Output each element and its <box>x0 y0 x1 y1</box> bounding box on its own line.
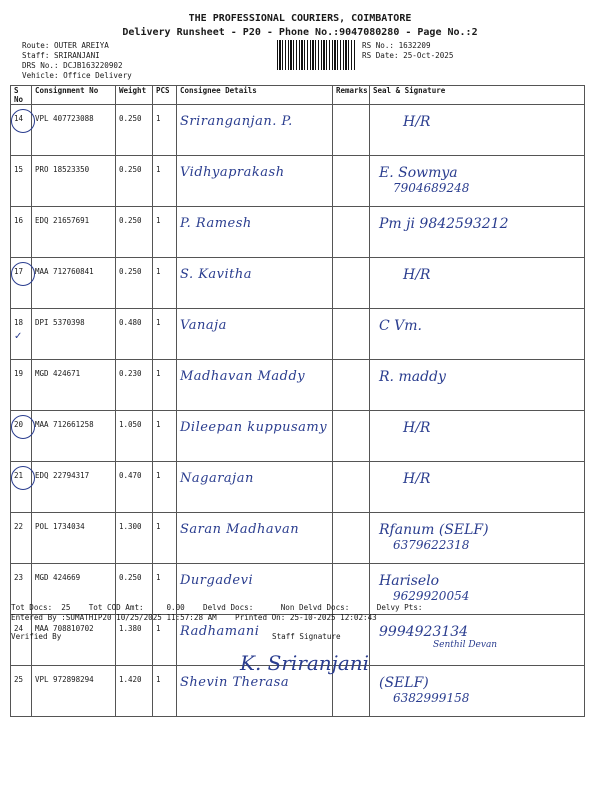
consignee-name: Radhamani <box>180 624 260 639</box>
seal-signature-cell <box>370 615 585 666</box>
weight-cell: 1.420 <box>116 666 153 717</box>
phone-number: 9629920054 <box>393 589 470 603</box>
consignee-name: S. Kavitha <box>180 267 253 282</box>
remarks-cell <box>333 207 370 258</box>
circle-mark <box>11 466 35 490</box>
remarks-cell <box>333 309 370 360</box>
column-header: Remarks <box>333 86 370 105</box>
consignee-cell <box>177 156 333 207</box>
remarks-cell <box>333 258 370 309</box>
seal-signature-cell <box>370 258 585 309</box>
serial-number-cell <box>11 309 32 360</box>
runsheet-table <box>10 85 585 717</box>
serial-number: 18 <box>14 318 24 327</box>
serial-number: 15 <box>14 165 24 174</box>
consignee-name: Saran Madhavan <box>180 522 300 537</box>
signature-text: R. maddy <box>379 369 446 385</box>
remarks-cell <box>333 105 370 156</box>
serial-number: 14 <box>14 114 24 123</box>
signature-text: 9994923134 <box>379 624 469 640</box>
phone-number: 6379622318 <box>393 538 470 552</box>
consignee-name: Madhavan Maddy <box>180 369 306 384</box>
signature-text: H/R <box>403 114 431 130</box>
pcs-cell: 1 <box>153 105 177 156</box>
weight-cell: 1.300 <box>116 513 153 564</box>
seal-signature-cell <box>370 411 585 462</box>
pcs-cell: 1 <box>153 666 177 717</box>
table-row <box>11 258 585 309</box>
signature-text: H/R <box>403 420 431 436</box>
pcs-cell: 1 <box>153 564 177 615</box>
column-header: Consignee Details <box>177 86 333 105</box>
consignment-number: VPL 972898294 <box>32 666 116 717</box>
table-header-row <box>11 86 585 105</box>
drs-label: DRS No.: DCJB163220902 <box>22 61 123 70</box>
serial-number-cell <box>11 207 32 258</box>
serial-number: 24 <box>14 624 24 633</box>
seal-signature-cell <box>370 666 585 717</box>
consignee-cell <box>177 462 333 513</box>
circle-mark <box>11 262 35 286</box>
weight-cell: 0.250 <box>116 105 153 156</box>
signature-text: C Vm. <box>379 318 422 334</box>
serial-number-cell <box>11 462 32 513</box>
signature-text: Hariselo <box>379 573 440 589</box>
verified-by-label: Verified By <box>11 632 62 641</box>
column-header: Weight <box>116 86 153 105</box>
serial-number-cell <box>11 156 32 207</box>
consignment-number: EDQ 22794317 <box>32 462 116 513</box>
circle-mark <box>11 415 35 439</box>
weight-cell: 0.250 <box>116 564 153 615</box>
consignment-number: MAA 708810702 <box>32 615 116 666</box>
rs-no-label: RS No.: 1632209 <box>362 41 431 50</box>
column-header: Consignment No <box>32 86 116 105</box>
signature-text: H/R <box>403 471 431 487</box>
consignee-name: Sriranganjan. P. <box>180 114 293 129</box>
table-row <box>11 462 585 513</box>
vehicle-label: Vehicle: Office Delivery <box>22 71 132 80</box>
signature-text: (SELF) <box>379 675 429 691</box>
consignee-cell <box>177 258 333 309</box>
remarks-cell <box>333 360 370 411</box>
pcs-cell: 1 <box>153 207 177 258</box>
signature-text: E. Sowmya <box>379 165 458 181</box>
consignee-name: Durgadevi <box>180 573 254 588</box>
serial-number-cell <box>11 666 32 717</box>
consignee-cell <box>177 360 333 411</box>
staff-signature-label: Staff Signature <box>272 632 341 641</box>
weight-cell: 0.480 <box>116 309 153 360</box>
pcs-cell: 1 <box>153 309 177 360</box>
consignment-number: EDQ 21657691 <box>32 207 116 258</box>
consignee-cell <box>177 513 333 564</box>
remarks-cell <box>333 462 370 513</box>
consignee-cell <box>177 411 333 462</box>
company-title: THE PROFESSIONAL COURIERS, COIMBATORE <box>188 13 412 24</box>
serial-number-cell <box>11 411 32 462</box>
seal-signature-cell <box>370 513 585 564</box>
serial-number: 20 <box>14 420 24 429</box>
pcs-cell: 1 <box>153 411 177 462</box>
serial-number: 17 <box>14 267 24 276</box>
signature-text: Rfanum (SELF) <box>379 522 489 538</box>
consignee-cell <box>177 105 333 156</box>
serial-number-cell <box>11 105 32 156</box>
consignee-name: P. Ramesh <box>180 216 252 231</box>
serial-number-cell <box>11 513 32 564</box>
consignee-name: Nagarajan <box>180 471 254 486</box>
consignee-name: Shevin Therasa <box>180 675 290 690</box>
staff-signature: K. Sriranjani <box>240 651 370 675</box>
weight-cell: 0.250 <box>116 207 153 258</box>
consignment-number: POL 1734034 <box>32 513 116 564</box>
pcs-cell: 1 <box>153 360 177 411</box>
consignee-cell <box>177 207 333 258</box>
phone-number: 6382999158 <box>393 691 470 705</box>
serial-number-cell <box>11 360 32 411</box>
runsheet-subtitle: Delivery Runsheet - P20 - Phone No.:9047080280 - Page No.:2 <box>122 27 478 38</box>
table-row <box>11 360 585 411</box>
table-row <box>11 513 585 564</box>
remarks-cell <box>333 156 370 207</box>
entered-by-line: Entered By :SUMATHIP20 10/25/2025 11:57:28 AM Printed On: 25-10-2025 12:02:43 <box>11 613 377 622</box>
table-row <box>11 309 585 360</box>
serial-number: 23 <box>14 573 24 582</box>
column-header: PCS <box>153 86 177 105</box>
circle-mark <box>11 109 35 133</box>
consignment-number: MAA 712661258 <box>32 411 116 462</box>
consignment-number: MGD 424669 <box>32 564 116 615</box>
table-row <box>11 411 585 462</box>
serial-number: 21 <box>14 471 24 480</box>
consignee-name: Dileepan kuppusamy <box>180 420 328 435</box>
phone-number: 7904689248 <box>393 181 470 195</box>
weight-cell: 0.250 <box>116 156 153 207</box>
weight-cell: 1.050 <box>116 411 153 462</box>
seal-signature-cell <box>370 105 585 156</box>
consignment-number: MGD 424671 <box>32 360 116 411</box>
tick-mark: ✓ <box>14 331 23 342</box>
rs-date-label: RS Date: 25-Oct-2025 <box>362 51 454 60</box>
totals-line: Tot Docs: 25 Tot COD Amt: 0.00 Delvd Docs: Non Delvd Docs: Delvy Pts: <box>11 603 423 612</box>
serial-number: 16 <box>14 216 24 225</box>
pcs-cell: 1 <box>153 156 177 207</box>
weight-cell: 0.250 <box>116 258 153 309</box>
table-row <box>11 105 585 156</box>
column-header: S No <box>11 86 32 105</box>
serial-number: 25 <box>14 675 24 684</box>
consignee-cell <box>177 309 333 360</box>
seal-signature-cell <box>370 462 585 513</box>
consignment-number: DPI 5370398 <box>32 309 116 360</box>
seal-signature-cell <box>370 360 585 411</box>
pcs-cell: 1 <box>153 462 177 513</box>
signature-text: H/R <box>403 267 431 283</box>
remarks-cell <box>333 411 370 462</box>
weight-cell: 1.380 <box>116 615 153 666</box>
route-label: Route: OUTER AREIYA <box>22 41 109 50</box>
weight-cell: 0.230 <box>116 360 153 411</box>
consignment-number: MAA 712760841 <box>32 258 116 309</box>
pcs-cell: 1 <box>153 615 177 666</box>
serial-number-cell <box>11 258 32 309</box>
remarks-cell <box>333 513 370 564</box>
table-row <box>11 156 585 207</box>
serial-number: 19 <box>14 369 24 378</box>
serial-number: 22 <box>14 522 24 531</box>
table-row <box>11 207 585 258</box>
seal-signature-cell <box>370 309 585 360</box>
consignee-name: Vanaja <box>180 318 227 333</box>
barcode <box>277 40 355 70</box>
seal-signature-cell <box>370 207 585 258</box>
consignment-number: VPL 407723088 <box>32 105 116 156</box>
staff-label: Staff: SRIRANJANI <box>22 51 100 60</box>
pcs-cell: 1 <box>153 258 177 309</box>
pcs-cell: 1 <box>153 513 177 564</box>
signature-text: Pm ji 9842593212 <box>379 216 509 232</box>
signature-note: Senthil Devan <box>433 640 498 650</box>
consignment-number: PRO 18523350 <box>32 156 116 207</box>
seal-signature-cell <box>370 156 585 207</box>
consignee-name: Vidhyaprakash <box>180 165 285 180</box>
column-header: Seal & Signature <box>370 86 585 105</box>
weight-cell: 0.470 <box>116 462 153 513</box>
